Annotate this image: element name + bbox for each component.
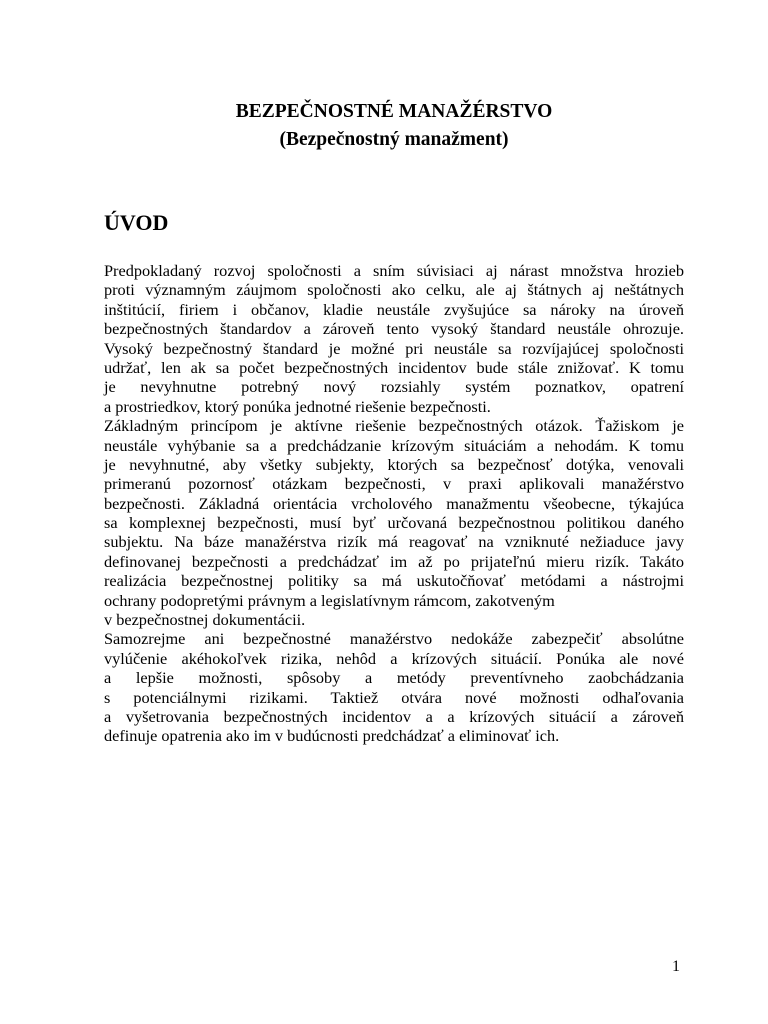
body-line: a prostriedkov, ktorý ponúka jednotné riešenie bezpečnosti. xyxy=(104,396,491,416)
body-line: sa komplexnej bezpečnosti, musí byť určovaná bezpečnostnou politikou daného xyxy=(104,513,684,533)
body-line: Vysoký bezpečnostný štandard je možné pri neustále sa rozvíjajúcej spoločnosti xyxy=(104,338,684,358)
document-title: BEZPEČNOSTNÉ MANAŽÉRSTVO xyxy=(235,101,553,122)
body-line: je nevyhnutné, aby všetky subjekty, ktorých sa bezpečnosť dotýka, venovali xyxy=(104,454,684,474)
body-line: Samozrejme ani bezpečnostné manažérstvo nedokáže zabezpečiť absolútne xyxy=(104,629,684,649)
body-line: a vyšetrovania bezpečnostných incidentov a a krízových situácií a zároveň xyxy=(104,706,684,726)
body-line: a lepšie možnosti, spôsoby a metódy preventívneho zaobchádzania xyxy=(104,668,684,688)
body-line: udržať, len ak sa počet bezpečnostných incidentov bude stále znižovať. K tomu xyxy=(104,357,684,377)
body-line: s potenciálnymi rizikami. Taktiež otvára nové možnosti odhaľovania xyxy=(104,687,684,707)
body-line: je nevyhnutne potrebný nový rozsiahly systém poznatkov, opatrení xyxy=(104,377,684,397)
body-line: bezpečnostných štandardov a zároveň tento vysoký štandard neustále ohrozuje. xyxy=(104,319,684,339)
body-line: bezpečnosti. Základná orientácia vrcholového manažmentu všeobecne, týkajúca xyxy=(104,493,684,513)
body-line: primeranú pozornosť otázkam bezpečnosti, v praxi aplikovali manažérstvo xyxy=(104,474,684,494)
body-line: v bezpečnostnej dokumentácii. xyxy=(104,610,306,630)
page-number: 1 xyxy=(672,958,680,975)
title-block xyxy=(0,98,768,154)
body-line: definovanej bezpečnosti a predchádzať im až po prijateľnú mieru rizík. Takáto xyxy=(104,551,684,571)
body-line: ochrany podopretými právnym a legislatívnym rámcom, zakotveným xyxy=(104,590,555,610)
document-subtitle: (Bezpečnostný manažment) xyxy=(279,129,509,150)
body-line: Predpokladaný rozvoj spoločnosti a sním súvisiaci aj nárast množstva hrozieb xyxy=(104,261,684,280)
body-line: vylúčenie akéhokoľvek rizika, nehôd a krízových situácií. Ponúka ale nové xyxy=(104,648,684,668)
body-line: inštitúcií, firiem i občanov, kladie neustále zvyšujúce sa nároky na úroveň xyxy=(104,299,684,319)
body-line: realizácia bezpečnostnej politiky sa má uskutočňovať metódami a nástrojmi xyxy=(104,571,684,591)
body-text xyxy=(104,261,684,746)
section-heading: ÚVOD xyxy=(104,210,169,235)
body-line: Základným princípom je aktívne riešenie bezpečnostných otázok. Ťažiskom je xyxy=(104,416,684,436)
body-line: proti významným záujmom spoločnosti ako celku, ale aj štátnych aj neštátnych xyxy=(104,280,684,300)
body-line: definuje opatrenia ako im v budúcnosti predchádzať a eliminovať ich. xyxy=(104,726,560,746)
body-line: neustále vyhýbanie sa a predchádzanie krízovým situáciám a nehodám. K tomu xyxy=(104,435,684,455)
body-line: subjektu. Na báze manažérstva rizík má reagovať na vzniknuté nežiaduce javy xyxy=(104,532,684,552)
